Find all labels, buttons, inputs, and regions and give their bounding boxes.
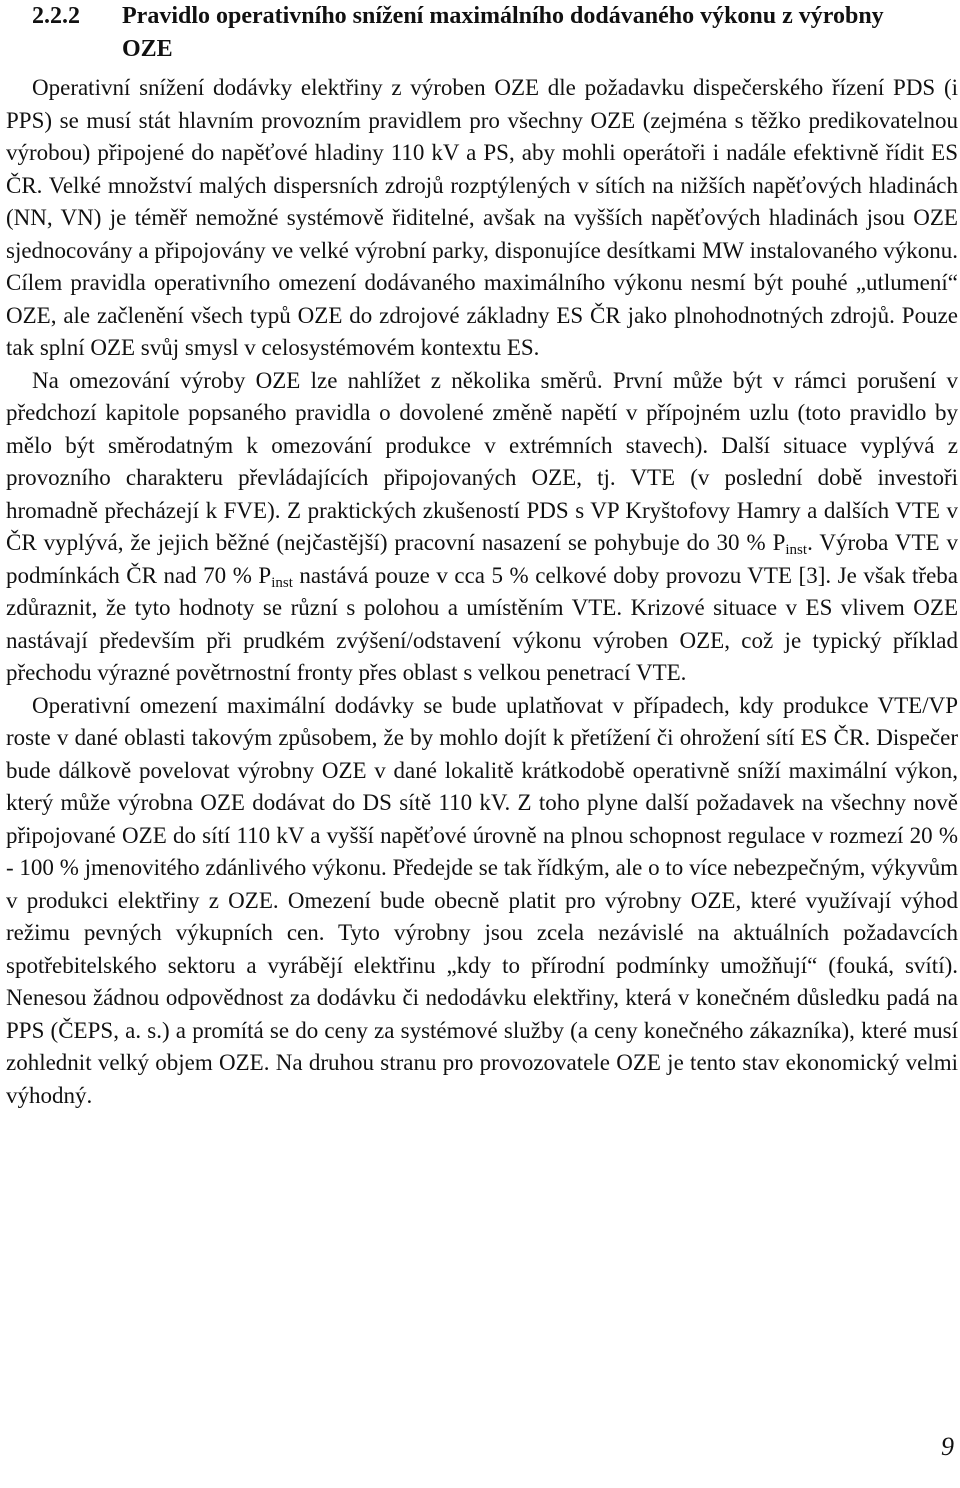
section-heading: [32, 0, 932, 66]
paragraph-1-text: Operativní snížení dodávky elektřiny z výroben OZE dle požadavku dispečerského řízení PDS (i PPS) se musí stát hlavním provozním pravidlem pro všechny OZE (zejména s těžko predikovatelnou výrobou) připojené do napěťové hladiny 110 kV a PS, aby mohli operátoři i nadále efektivně řídit ES ČR. Velké množství malých dispersních zdrojů rozptýlených v sítích na nižších napěťových hladinách (NN, VN) je téměř nemožné systémově řiditelné, avšak na vyšších napěťových hladinách jsou OZE sjednocovány a připojovány ve velké výrobní parky, disponujíce desítkami MW instalovaného výkonu. Cílem pravidla operativního omezení dodávaného maximálního výkonu nesmí být pouhé „utlumení“ OZE, ale začlenění všech typů OZE do zdrojové základny ES ČR jako plnohodnotných zdrojů. Pouze tak splní OZE svůj smysl v celosystémovém kontextu ES.: [6, 75, 958, 360]
body-text: [6, 72, 958, 1112]
paragraph-2-text-a: Na omezování výroby OZE lze nahlížet z několika směrů. První může být v rámci porušení v předchozí kapitole popsaného pravidla o dovolené změně napětí v přípojném uzlu (toto pravidlo by mělo být směrodatným k omezování produkce v extrémních stavech). Další situace vyplývá z provozního charakteru převládajících připojovaných OZE, tj. VTE (v poslední době investoři hromadně přecházejí k FVE). Z praktických zkušeností PDS s VP Kryštofovy Hamry a dalších VTE v ČR vyplývá, že jejich běžné (nejčastější) pracovní nasazení se pohybuje do 30 % P: [6, 367, 958, 555]
paragraph-2: [6, 365, 958, 690]
page-number: 9: [941, 1432, 954, 1461]
paragraph-3-text: Operativní omezení maximální dodávky se bude uplatňovat v případech, kdy produkce VTE/VP roste v dané oblasti takovým způsobem, že by mohlo dojít k přetížení či ohrožení sítí ES ČR. Dispečer bude dálkově povelovat výrobny OZE v dané lokalitě krátkodobě operativně sníží maximální výkon, který může výrobna OZE dodávat do DS sítě 110 kV. Z toho plyne další požadavek na všechny nově připojované OZE do sítí 110 kV a vyšší napěťové úrovně na plnou schopnost regulace v rozmezí 20 % - 100 % jmenovitého zdánlivého výkonu. Předejde se tak řídkým, ale o to více nebezpečným, výkyvům v produkci elektřiny z OZE. Omezení bude obecně platit pro výrobny OZE, které využívají výhod režimu pevných výkupních cen. Tyto výrobny jsou zcela nezávislé na aktuálních požadavcích spotřebitelského sektoru a vyrábějí elektřinu „kdy to přírodní podmínky umožňují“ (fouká, svítí). Nenesou žádnou odpovědnost za dodávku či nedodávku elektřiny, která v konečném důsledku padá na PPS (ČEPS, a. s.) a promítá se do ceny za systémové služby (a ceny konečného zákazníka), které musí zohlednit velký objem OZE. Na druhou stranu pro provozovatele OZE je tento stav ekonomický velmi výhodný.: [6, 692, 958, 1108]
section-title: Pravidlo operativního snížení maximálního dodávaného výkonu z výrobny OZE: [122, 3, 884, 62]
subscript-inst-2: inst: [271, 574, 293, 591]
section-number: 2.2.2: [32, 3, 80, 29]
paragraph-2-text-b: . Výroba VTE v podmínkách ČR nad 70 % P: [6, 530, 958, 588]
subscript-inst-1: inst: [785, 542, 808, 558]
paragraph-2-text-c: nastává pouze v cca 5 % celkové doby provozu VTE [3]. Je však třeba zdůraznit, že tyto hodnoty se různí s polohou a umístěním VTE. Krizové situace v ES vlivem OZE nastávají především při prudkém zvýšení/odstavení výkonu výroben OZE, což je typický příklad přechodu výrazné povětrnostní fronty přes oblast s velkou penetrací VTE.: [6, 562, 958, 685]
paragraph-1: [6, 72, 958, 365]
paragraph-3: [6, 690, 958, 1113]
